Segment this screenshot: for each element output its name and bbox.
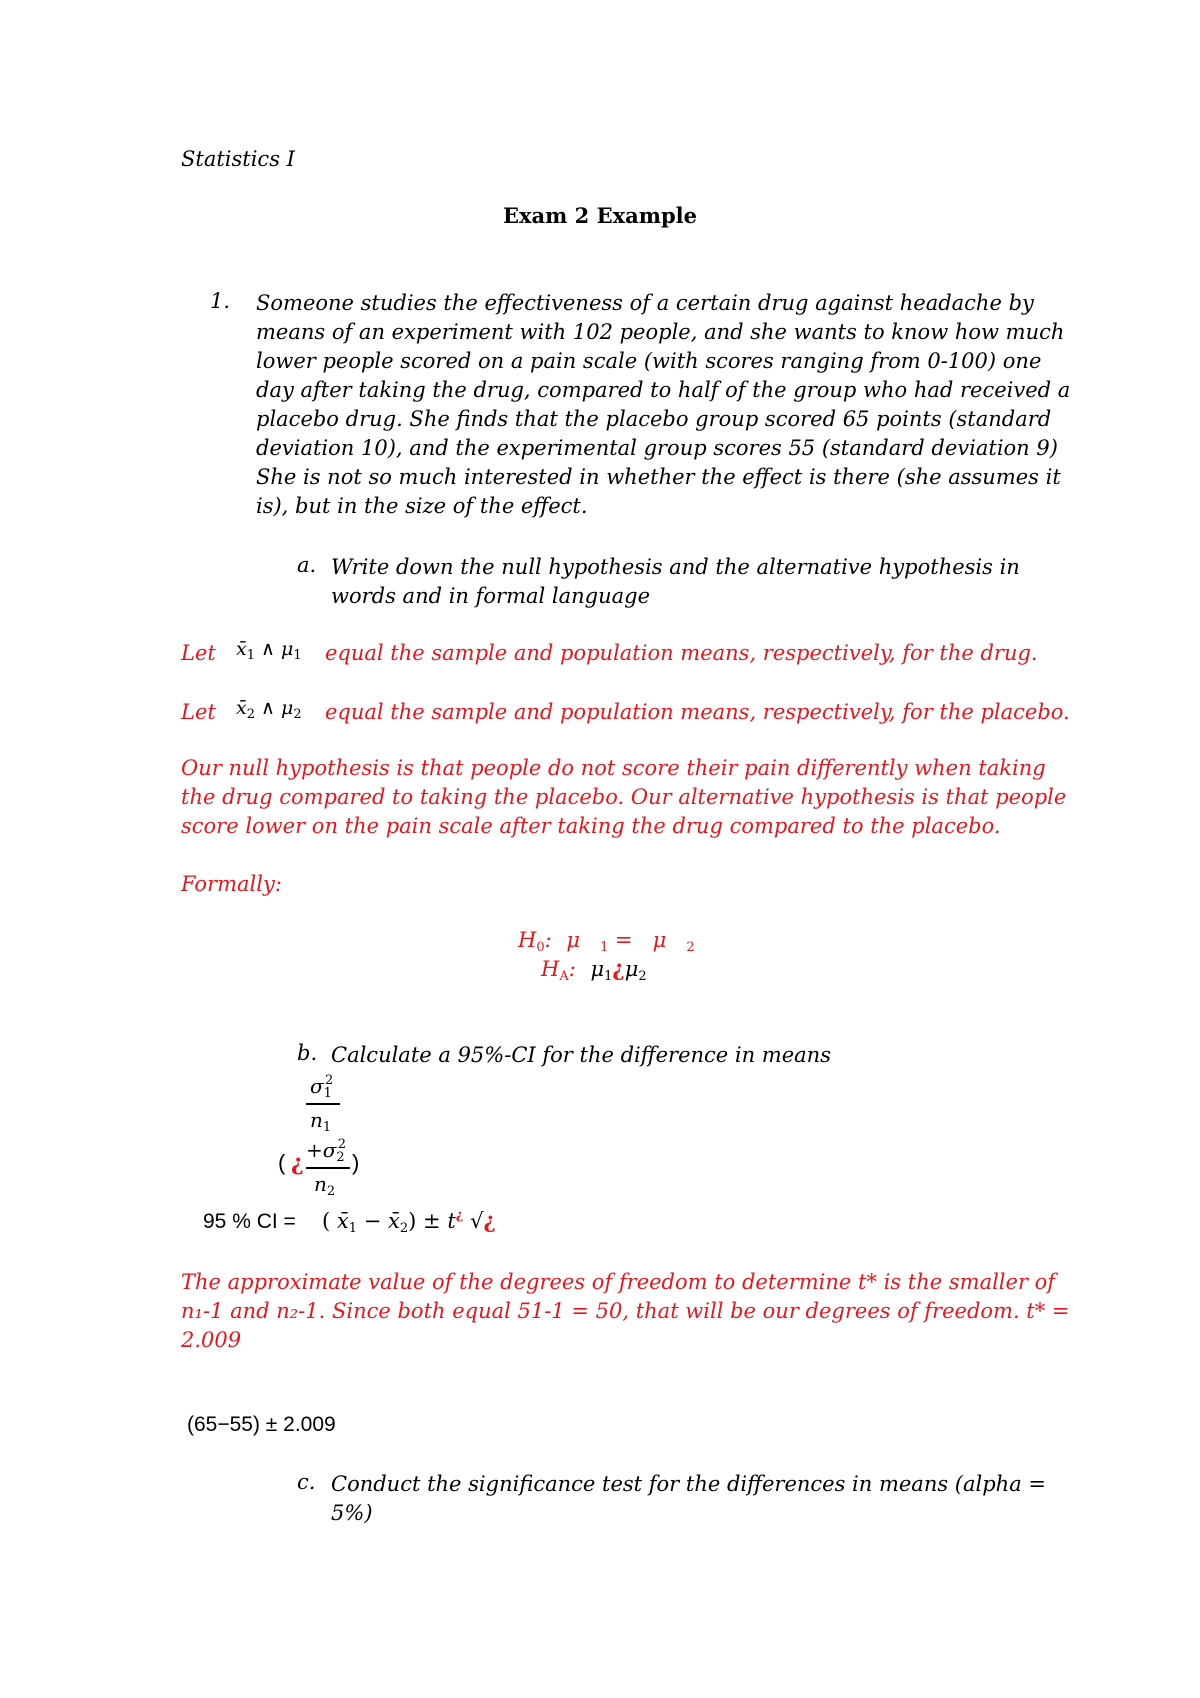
question-line: Someone studies the effectiveness of a certain drug against headache by	[256, 291, 1034, 315]
ci-expression: ( $x̄_1$ − $x̄_2) \pm t^¿$ √¿	[322, 1208, 496, 1236]
caret-symbol-2: ¿	[455, 1208, 464, 1223]
part-b-text: Calculate a 95%-CI for the difference in means	[331, 1043, 831, 1067]
let1-text: equal the sample and population means, respectively, for the drug.	[325, 641, 1038, 665]
sqrt-symbol: √	[470, 1209, 484, 1233]
question-line: deviation 10), and the experimental group scores 55 (standard deviation 9)	[256, 436, 1058, 460]
question-line: She is not so much interested in whether the effect is there (she assumes it	[256, 465, 1061, 489]
hypothesis-line: Our null hypothesis is that people do not score their pain differently when taking	[181, 756, 1046, 780]
part-a-text	[331, 553, 1020, 611]
answer-b-paragraph	[181, 1268, 1070, 1355]
question-line: is), but in the size of the effect.	[256, 494, 588, 518]
open-paren: (	[278, 1150, 286, 1175]
ha-colon: :	[568, 957, 576, 981]
ha-letter: H	[541, 957, 560, 981]
fraction-bar-1	[306, 1103, 340, 1105]
part-c-label: c.	[297, 1470, 316, 1494]
close-paren: )	[352, 1150, 360, 1175]
question-line: means of an experiment with 102 people, and she wants to know how much	[256, 320, 1065, 344]
h0-expression: μ $_1$ = μ $_2$	[566, 928, 695, 955]
hypothesis-line: the drug compared to taking the placebo. Our alternative hypothesis is that people	[181, 785, 1067, 809]
n2-denominator: $n_2$	[314, 1172, 336, 1199]
h0-colon: :	[544, 928, 552, 952]
course-name: Statistics I	[181, 147, 295, 171]
question-line: day after taking the drug, compared to half of the group who had received a	[256, 378, 1071, 402]
part-b-label: b.	[297, 1041, 318, 1065]
let2-text: equal the sample and population means, respectively, for the placebo.	[325, 700, 1070, 724]
ci-label: 95 % CI =	[203, 1210, 296, 1233]
sigma1-squared: $\sigma_1^2$	[310, 1073, 334, 1101]
plus-sigma2-squared: $+\sigma_2^2$	[306, 1137, 346, 1165]
let-word-1: Let	[181, 641, 216, 665]
exam-title: Exam 2 Example	[503, 203, 697, 228]
ha-subscript: A	[559, 969, 569, 984]
part-c-line: 5%)	[331, 1501, 373, 1525]
part-a-line: Write down the null hypothesis and the alternative hypothesis in	[331, 555, 1020, 579]
ci-lhs	[203, 1210, 296, 1234]
hypothesis-paragraph	[181, 754, 1066, 841]
part-a-line: words and in formal language	[331, 584, 651, 608]
h0-letter: H	[518, 928, 537, 952]
hypothesis-line: score lower on the pain scale after taking the drug compared to the placebo.	[181, 814, 1001, 838]
answer-b-line: 2.009	[181, 1328, 242, 1352]
part-c-line: Conduct the significance test for the differences in means (alpha =	[331, 1472, 1046, 1496]
answer-b-line: n₁-1 and n₂-1. Since both equal 51-1 = 50, that will be our degrees of freedom. t* =	[181, 1299, 1070, 1323]
question-line: lower people scored on a pain scale (with scores ranging from 0-100) one	[256, 349, 1042, 373]
caret-symbol-1: ¿	[291, 1150, 304, 1176]
n1-denominator: $n_1$	[310, 1108, 332, 1135]
caret-symbol-3: ¿	[483, 1208, 496, 1233]
h0-subscript: 0	[536, 940, 545, 955]
drug-means-symbols: $x̄_1$ ∧ $\mu_1$	[236, 638, 302, 663]
h0-statement	[518, 928, 695, 955]
t-star: t	[447, 1209, 456, 1233]
ha-expression: $\mu_1¿\mu_2$	[590, 956, 647, 984]
let-word-2: Let	[181, 700, 216, 724]
fraction-bar-2	[306, 1167, 350, 1169]
ha-statement	[541, 956, 647, 984]
plus-minus: ±	[423, 1209, 441, 1233]
ci-calculation: (65−55) ± 2.009	[187, 1413, 336, 1436]
part-a-label: a.	[297, 553, 317, 577]
part-c-text	[331, 1470, 1046, 1528]
question-number: 1.	[210, 289, 231, 313]
question-line: placebo drug. She finds that the placebo group scored 65 points (standard	[256, 407, 1052, 431]
answer-b-line: The approximate value of the degrees of freedom to determine t* is the smaller of	[181, 1270, 1056, 1294]
question-text	[256, 289, 1070, 521]
placebo-means-symbols: $x̄_2$ ∧ $\mu_2$	[236, 697, 302, 722]
formally-label: Formally:	[181, 872, 282, 896]
